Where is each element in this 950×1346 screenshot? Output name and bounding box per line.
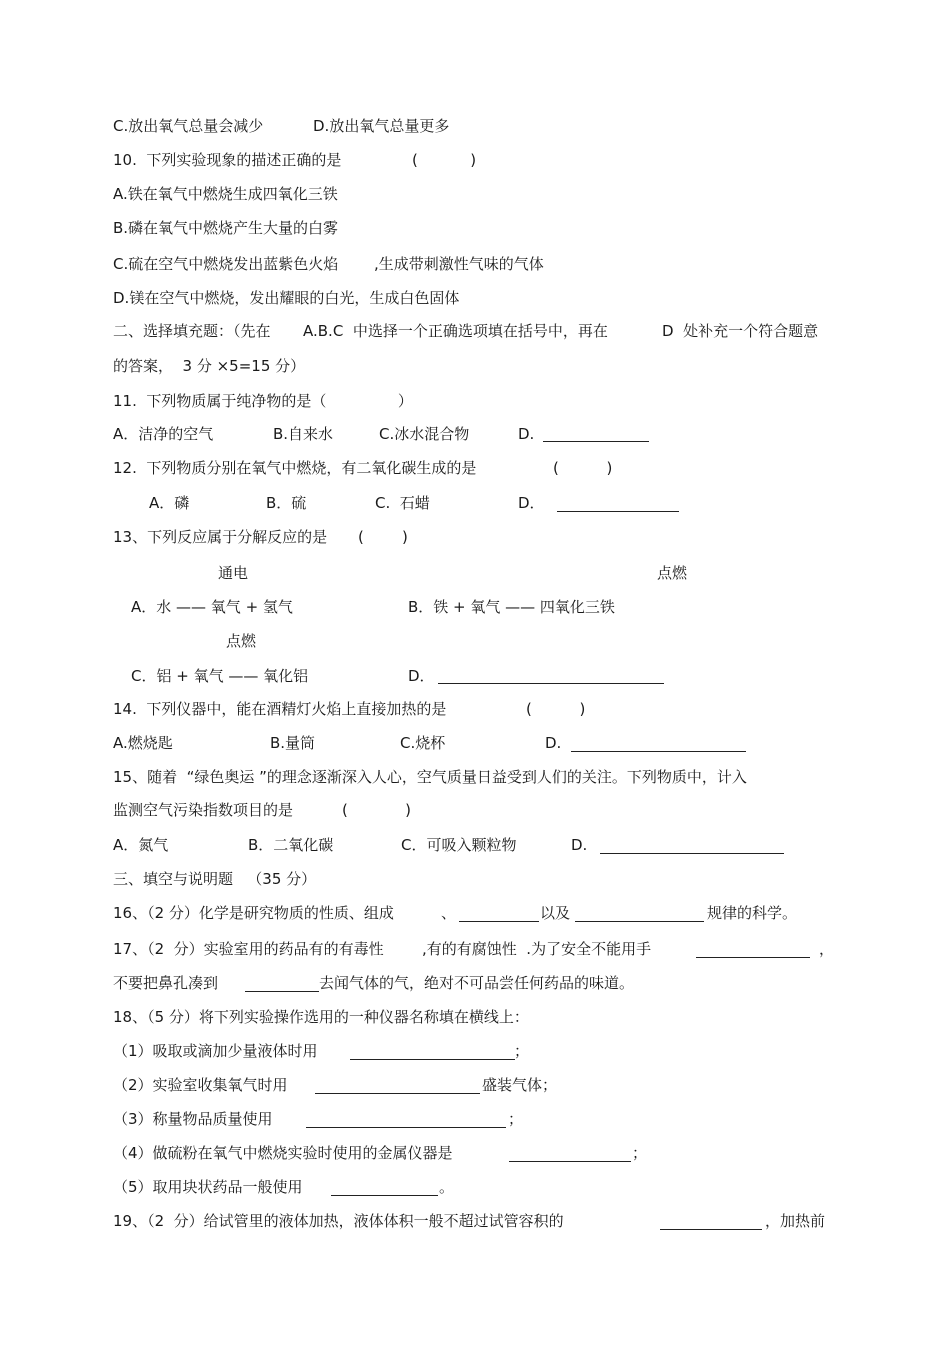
q18-blank-4[interactable]	[509, 1146, 631, 1162]
q14-stem: 14. 下列仪器中，能在酒精灯火焰上直接加热的是	[113, 700, 447, 718]
section2-heading-d: 的答案， 3 分 ×5=15 分）	[113, 357, 306, 375]
q18-item-5-end: 。	[439, 1178, 455, 1196]
q11-option-a: A．洁净的空气	[113, 425, 214, 443]
q13-option-c: C．铝 + 氧气 —— 氧化铝	[131, 667, 309, 685]
q11-option-c: C.冰水混合物	[379, 425, 470, 443]
q17-stem-cont: ,有的有腐蚀性 .为了安全不能用手	[422, 940, 652, 958]
q10-option-c: C.硫在空气中燃烧发出蓝紫色火焰	[113, 255, 339, 273]
q17-blank-1[interactable]	[696, 942, 810, 958]
section2-heading-b: A.B.C 中选择一个正确选项填在括号中，再在	[303, 322, 608, 340]
q13-option-d: D．	[408, 667, 435, 685]
q11-option-d: D.	[518, 425, 535, 443]
q18-blank-1[interactable]	[350, 1044, 515, 1060]
q14-option-d: D.	[545, 734, 562, 752]
q15-option-c: C．可吸入颗粒物	[401, 836, 517, 854]
q19-tail: ，加热前	[765, 1212, 826, 1230]
q11-answer-blank[interactable]	[543, 426, 649, 442]
q14-option-c: C.烧杯	[400, 734, 446, 752]
q13-answer-paren: ( )	[358, 528, 408, 546]
q18-item-1-end: ；	[514, 1042, 530, 1060]
q13-stem: 13、下列反应属于分解反应的是	[113, 528, 328, 546]
q19-blank-1[interactable]	[660, 1214, 762, 1230]
q13-condition-ignite-c: 点燃	[226, 632, 257, 650]
q16-tail: 规律的科学。	[707, 904, 798, 922]
q12-answer-paren: ( )	[553, 459, 613, 477]
q11-option-b: B.自来水	[273, 425, 334, 443]
q15-option-d: D.	[571, 836, 588, 854]
q16-sep: 、	[441, 904, 457, 922]
q16-blank-1[interactable]	[459, 906, 539, 922]
q16-conj: 以及	[540, 904, 571, 922]
q14-option-a: A.燃烧匙	[113, 734, 173, 752]
q13-option-b: B．铁 + 氧气 —— 四氧化三铁	[408, 598, 615, 616]
q14-option-b: B.量筒	[270, 734, 316, 752]
q10-option-c-cont: ,生成带刺激性气味的气体	[374, 255, 544, 273]
q18-stem: 18、（5 分）将下列实验操作选用的一种仪器名称填在横线上：	[113, 1008, 529, 1026]
q13-option-a: A．水 —— 氧气 + 氢气	[131, 598, 293, 616]
q13-condition-electrolysis: 通电	[218, 564, 249, 582]
q10-option-a: A.铁在氧气中燃烧生成四氧化三铁	[113, 185, 338, 203]
q18-item-2-end: 盛装气体；	[482, 1076, 558, 1094]
q12-option-b: B．硫	[266, 494, 307, 512]
q12-option-c: C. 石蜡	[375, 494, 430, 512]
q12-option-a: A．磷	[149, 494, 190, 512]
q17-blank-2[interactable]	[245, 976, 319, 992]
q15-stem-line1: 15、随着 “绿色奥运 ”的理念逐渐深入人心，空气质量日益受到人们的关注。下列物质中，计入	[113, 768, 747, 786]
q16-stem: 16、（2 分）化学是研究物质的性质、组成	[113, 904, 394, 922]
q18-item-2: （2）实验室收集氧气时用	[113, 1076, 288, 1094]
q12-option-d: D．	[518, 494, 545, 512]
q9-option-c: C.放出氧气总量会减少	[113, 117, 264, 135]
q14-answer-blank[interactable]	[571, 736, 746, 752]
q18-blank-5[interactable]	[331, 1180, 438, 1196]
q17-comma: ，	[819, 940, 835, 958]
section2-heading-c: D 处补充一个符合题意	[662, 322, 819, 340]
q18-blank-3[interactable]	[306, 1112, 506, 1128]
q18-item-4-end: ；	[632, 1144, 648, 1162]
q18-item-1: （1）吸取或滴加少量液体时用	[113, 1042, 318, 1060]
q10-answer-paren: ( )	[412, 151, 477, 169]
q18-item-3-end: ；	[508, 1110, 524, 1128]
q18-blank-2[interactable]	[315, 1078, 480, 1094]
section2-heading-a: 二、选择填充题：（先在	[113, 322, 271, 340]
q15-option-b: B．二氧化碳	[248, 836, 334, 854]
q13-condition-ignite-b: 点燃	[657, 564, 688, 582]
q14-answer-paren: ( )	[526, 700, 586, 718]
q12-answer-blank[interactable]	[557, 496, 679, 512]
q18-item-5: （5）取用块状药品一般使用	[113, 1178, 303, 1196]
q15-answer-paren: ( )	[342, 801, 411, 819]
q15-option-a: A．氮气	[113, 836, 169, 854]
q10-option-d: D.镁在空气中燃烧，发出耀眼的白光，生成白色固体	[113, 289, 460, 307]
q17-stem: 17、（2 分）实验室用的药品有的有毒性	[113, 940, 384, 958]
q16-blank-2[interactable]	[575, 906, 704, 922]
q15-stem-line2: 监测空气污染指数项目的是	[113, 801, 294, 819]
q15-answer-blank[interactable]	[600, 838, 784, 854]
section3-heading: 三、填空与说明题 （35 分）	[113, 870, 317, 888]
q17-line2: 不要把鼻孔凑到	[113, 974, 219, 992]
q13-answer-blank[interactable]	[438, 668, 664, 684]
q18-item-4: （4）做硫粉在氧气中燃烧实验时使用的金属仪器是	[113, 1144, 453, 1162]
q9-option-d: D.放出氧气总量更多	[313, 117, 450, 135]
q19-stem: 19、（2 分）给试管里的液体加热，液体体积一般不超过试管容积的	[113, 1212, 564, 1230]
q18-item-3: （3）称量物品质量使用	[113, 1110, 273, 1128]
q10-option-b: B.磷在氧气中燃烧产生大量的白雾	[113, 219, 339, 237]
q17-line2-tail: 去闻气体的气，绝对不可品尝任何药品的味道。	[319, 974, 635, 992]
q11-stem: 11. 下列物质属于纯净物的是（ ）	[113, 392, 413, 410]
q12-stem: 12. 下列物质分别在氧气中燃烧，有二氧化碳生成的是	[113, 459, 477, 477]
q10-stem: 10. 下列实验现象的描述正确的是	[113, 151, 342, 169]
